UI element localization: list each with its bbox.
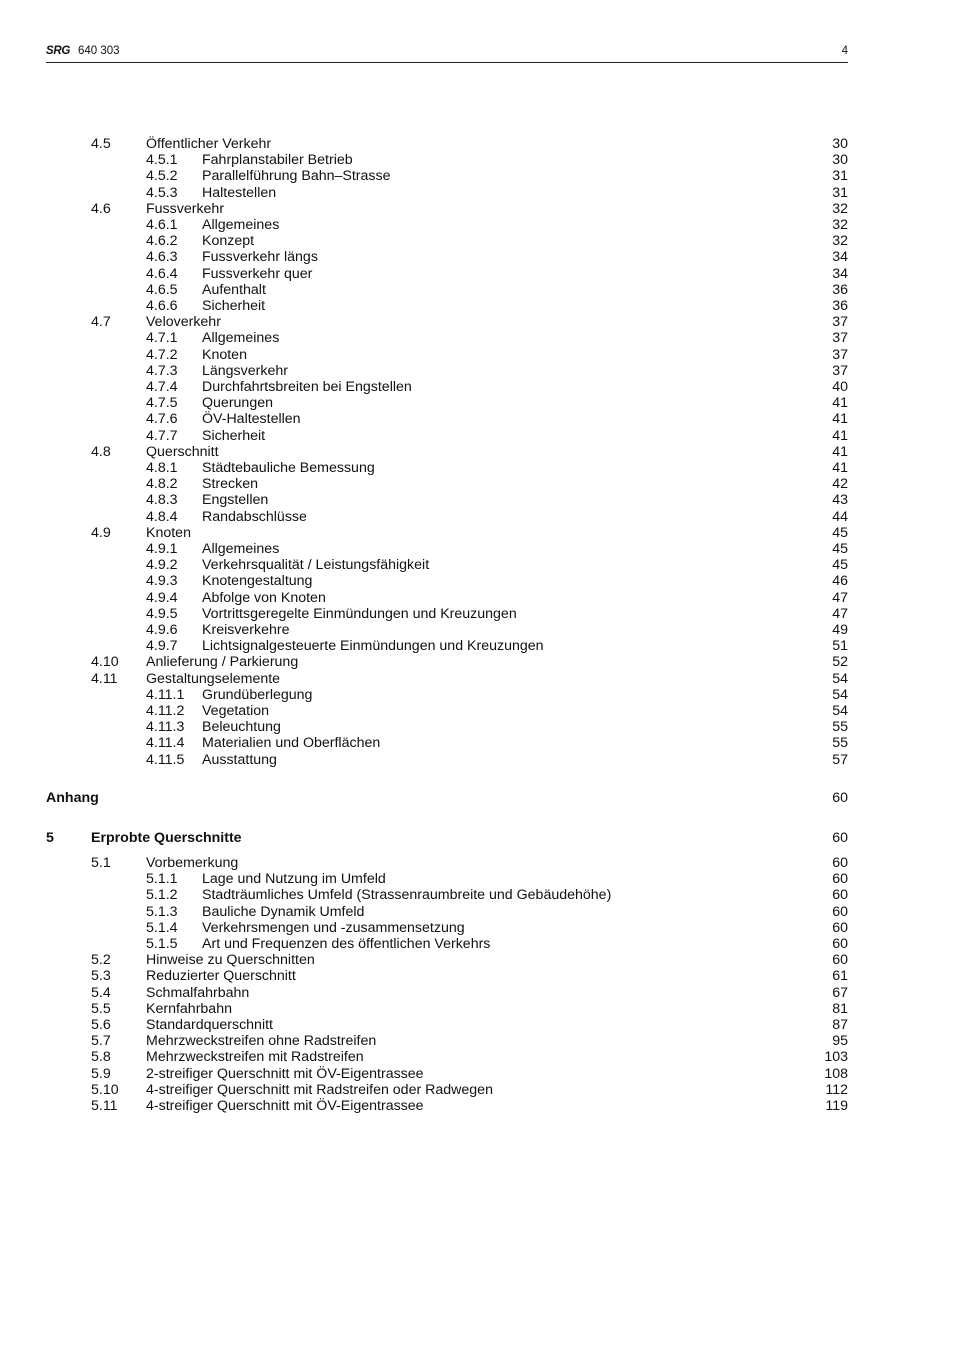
toc-entry (0, 1066, 962, 1082)
toc-entry (0, 363, 962, 379)
toc-entry-number: 4.6 (91, 200, 111, 217)
toc-entry (0, 428, 962, 444)
toc-entry-page: 37 (832, 362, 848, 379)
toc-entry-number: 4.8.4 (146, 508, 178, 525)
toc-entry-page: 60 (832, 919, 848, 936)
toc-entry-page: 61 (832, 968, 848, 985)
toc-entry-number: 4.7.1 (146, 330, 178, 347)
toc-entry-title: Verkehrsmengen und -zusammensetzung (202, 919, 465, 936)
toc-entry-title: Lage und Nutzung im Umfeld (202, 871, 386, 888)
toc-entry-page: 41 (832, 395, 848, 412)
toc-entry-page: 54 (832, 703, 848, 719)
toc-entry-page: 34 (832, 265, 848, 282)
toc-entry-page: 60 (832, 952, 848, 969)
toc-entry-number: 4.5.1 (146, 152, 178, 169)
toc-entry-number: 4.9.7 (146, 638, 178, 655)
toc-entry (0, 557, 962, 573)
toc-entry (0, 1049, 962, 1065)
toc-entry-number: 5.4 (91, 984, 111, 1001)
toc-entry-title: Mehrzweckstreifen ohne Radstreifen (146, 1033, 377, 1050)
toc-entry-number: 4.11.5 (146, 751, 185, 768)
toc-entry (0, 460, 962, 476)
toc-entry-title: Anlieferung / Parkierung (146, 654, 299, 671)
toc-entry-page: 67 (832, 984, 848, 1001)
toc-entry (0, 266, 962, 282)
toc-entry-title: 4-streifiger Querschnitt mit ÖV-Eigentrassee (146, 1098, 424, 1114)
toc-entry (0, 887, 962, 903)
toc-entry (0, 217, 962, 233)
toc-entry-title: Gestaltungselemente (146, 670, 281, 687)
toc-entry-title: Durchfahrtsbreiten bei Engstellen (202, 379, 412, 395)
toc-entry-title: Konzept (202, 233, 255, 250)
toc-entry-number: 5.2 (91, 952, 111, 969)
toc-entry-page: 51 (832, 638, 848, 655)
toc-entry (0, 573, 962, 589)
toc-entry (0, 735, 962, 751)
toc-entry-title: Sicherheit (202, 427, 266, 444)
toc-entry (0, 790, 962, 806)
toc-entry-number: 5.7 (91, 1033, 111, 1050)
toc-entry-number: 4.6.1 (146, 217, 178, 233)
toc-entry (0, 590, 962, 606)
toc-entry (0, 952, 962, 968)
toc-entry-page: 60 (832, 855, 848, 871)
toc-entry-page: 55 (832, 735, 848, 752)
toc-entry-title: Querschnitt (146, 443, 219, 460)
toc-entry (0, 411, 962, 427)
toc-entry-title: Veloverkehr (146, 314, 221, 331)
toc-entry-number: 4.9.6 (146, 622, 178, 638)
toc-entry-page: 41 (832, 411, 848, 428)
toc-entry-title: Materialien und Oberflächen (202, 735, 381, 752)
toc-entry-page: 60 (832, 790, 848, 806)
toc-entry-title: Lichtsignalgesteuerte Einmündungen und Kreuzungen (202, 638, 544, 655)
toc-entry-title: Ausstattung (202, 751, 277, 768)
toc-entry (0, 1033, 962, 1049)
toc-entry-number: 5.6 (91, 1017, 111, 1033)
toc-entry-page: 32 (832, 233, 848, 250)
toc-entry-title: Grundüberlegung (202, 686, 313, 703)
toc-entry-page: 57 (832, 751, 848, 768)
toc-entry-title: Erprobte Querschnitte (91, 830, 242, 846)
toc-entry-number: 4.8 (91, 443, 111, 460)
toc-entry-title: 2-streifiger Querschnitt mit ÖV-Eigentrassee (146, 1065, 424, 1082)
toc-entry-title: Engstellen (202, 492, 269, 509)
toc-entry-number: 4.5.3 (146, 184, 178, 201)
toc-entry-page: 54 (832, 686, 848, 703)
toc-entry (0, 920, 962, 936)
publisher-logo: SRG (46, 45, 71, 57)
toc-entry-number: 4.9 (91, 524, 111, 541)
toc-entry-page: 42 (832, 476, 848, 493)
toc-entry-title: Längsverkehr (202, 362, 288, 379)
toc-entry (0, 1017, 962, 1033)
toc-entry (0, 871, 962, 887)
toc-entry-page: 60 (832, 830, 848, 846)
toc-entry-title: Öffentlicher Verkehr (146, 136, 272, 152)
toc-entry-number: 4.7.2 (146, 346, 178, 363)
toc-entry (0, 703, 962, 719)
toc-entry-title: Querungen (202, 395, 273, 412)
toc-entry (0, 330, 962, 346)
toc-entry (0, 314, 962, 330)
toc-entry (0, 347, 962, 363)
toc-entry-title: Fussverkehr (146, 200, 225, 217)
toc-entry (0, 541, 962, 557)
toc-entry (0, 968, 962, 984)
toc-entry-number: 4.9.5 (146, 605, 178, 622)
toc-entry-page: 32 (832, 200, 848, 217)
toc-entry-number: 5.5 (91, 1000, 111, 1017)
toc-entry (0, 379, 962, 395)
toc-entry-page: 47 (832, 605, 848, 622)
toc-entry-number: 4.5 (91, 136, 111, 152)
toc-entry-page: 30 (832, 152, 848, 169)
toc-entry-title: Art und Frequenzen des öffentlichen Verkehrs (202, 936, 491, 952)
page-number: 4 (841, 45, 848, 57)
toc-entry-number: 4.7.4 (146, 379, 178, 395)
toc-entry-page: 36 (832, 281, 848, 298)
toc-entry-number: 4.6.2 (146, 233, 178, 250)
toc-entry-title: Reduzierter Querschnitt (146, 968, 296, 985)
toc-entry-title: Fussverkehr quer (202, 265, 313, 282)
toc-entry-title: Mehrzweckstreifen mit Radstreifen (146, 1049, 364, 1066)
toc-entry-page: 31 (832, 168, 848, 185)
toc-entry (0, 185, 962, 201)
toc-entry-number: 4.7.5 (146, 395, 178, 412)
toc-entry-title: Bauliche Dynamik Umfeld (202, 903, 365, 920)
toc-entry-title: 4-streifiger Querschnitt mit Radstreifen oder Radwegen (146, 1081, 493, 1098)
toc-entry-title: Abfolge von Knoten (202, 589, 326, 606)
toc-entry-page: 60 (832, 871, 848, 888)
toc-entry-page: 41 (832, 443, 848, 460)
toc-entry (0, 152, 962, 168)
toc-entry-title: Verkehrsqualität / Leistungsfähigkeit (202, 557, 430, 574)
toc-entry-number: 4.10 (91, 654, 119, 671)
toc-entry (0, 752, 962, 768)
toc-entry-title: Vorbemerkung (146, 855, 239, 871)
toc-entry-number: 4.9.2 (146, 557, 178, 574)
toc-entry-title: Vegetation (202, 703, 270, 719)
toc-entry-page: 49 (832, 622, 848, 638)
toc-entry-page: 87 (832, 1017, 848, 1033)
toc-entry-page: 103 (824, 1049, 848, 1066)
toc-entry-page: 43 (832, 492, 848, 509)
toc-entry (0, 830, 962, 846)
toc-entry-number: 4.6.4 (146, 265, 178, 282)
toc-entry-title: Haltestellen (202, 184, 277, 201)
toc-entry-page: 32 (832, 217, 848, 233)
toc-entry-page: 119 (825, 1098, 848, 1114)
toc-entry (0, 985, 962, 1001)
toc-entry-title: Allgemeines (202, 541, 280, 557)
toc-entry-page: 112 (825, 1081, 848, 1098)
toc-entry-page: 41 (832, 427, 848, 444)
toc-entry-number: 4.7.6 (146, 411, 178, 428)
toc-entry-page: 37 (832, 330, 848, 347)
toc-entry (0, 444, 962, 460)
toc-entry-number: 5.1.2 (146, 887, 178, 904)
toc-entry-number: 4.9.3 (146, 573, 178, 590)
toc-entry-page: 36 (832, 298, 848, 314)
toc-entry (0, 168, 962, 184)
toc-entry-number: 5.1 (91, 855, 111, 871)
toc-entry (0, 136, 962, 152)
toc-entry-title: Sicherheit (202, 298, 266, 314)
toc-entry-number: 5.1.1 (146, 871, 178, 888)
toc-entry-number: 4.7 (91, 314, 111, 331)
toc-entry-number: 4.11.4 (146, 735, 185, 752)
toc-entry (0, 249, 962, 265)
toc-entry-number: 5.9 (91, 1065, 111, 1082)
toc-entry-number: 5.11 (91, 1098, 118, 1114)
toc-entry-page: 31 (832, 184, 848, 201)
toc-entry-number: 5.10 (91, 1081, 119, 1098)
toc-entry (0, 855, 962, 871)
toc-entry-title: Allgemeines (202, 217, 280, 233)
toc-entry-page: 45 (832, 524, 848, 541)
toc-entry-page: 30 (832, 136, 848, 152)
toc-entry (0, 719, 962, 735)
toc-entry-page: 45 (832, 541, 848, 557)
toc-entry-number: 4.6.5 (146, 281, 178, 298)
toc-entry-page: 60 (832, 903, 848, 920)
toc-entry-page: 81 (832, 1000, 848, 1017)
toc-entry-number: 4.11 (91, 670, 118, 687)
toc-entry (0, 638, 962, 654)
toc-entry-number: 4.8.3 (146, 492, 178, 509)
toc-entry (0, 525, 962, 541)
toc-entry-number: 4.8.1 (146, 460, 178, 476)
toc-entry-title: ÖV-Haltestellen (202, 411, 301, 428)
toc-entry-page: 52 (832, 654, 848, 671)
toc-entry-title: Schmalfahrbahn (146, 984, 250, 1001)
toc-entry-number: 4.6.3 (146, 249, 178, 266)
toc-entry-number: 4.8.2 (146, 476, 178, 493)
toc-entry (0, 233, 962, 249)
toc-entry (0, 1001, 962, 1017)
toc-entry-title: Aufenthalt (202, 281, 266, 298)
toc-entry-title: Stadträumliches Umfeld (Strassenraumbreite und Gebäudehöhe) (202, 887, 612, 904)
toc-entry-page: 55 (832, 719, 848, 736)
toc-entry (0, 1082, 962, 1098)
toc-entry-number: 4.6.6 (146, 298, 178, 314)
toc-entry (0, 282, 962, 298)
toc-entry-page: 45 (832, 557, 848, 574)
toc-entry-title: Städtebauliche Bemessung (202, 460, 375, 476)
toc-entry-number: 4.9.4 (146, 589, 178, 606)
toc-entry-number: 4.11.3 (146, 719, 185, 736)
toc-entry (0, 1098, 962, 1114)
toc-entry-number: 4.5.2 (146, 168, 178, 185)
toc-entry-page: 60 (832, 887, 848, 904)
toc-entry-page: 37 (832, 314, 848, 331)
toc-entry-number: 5.1.5 (146, 936, 178, 952)
toc-entry-title: Kreisverkehre (202, 622, 290, 638)
toc-entry-page: 40 (832, 379, 848, 395)
toc-entry (0, 298, 962, 314)
toc-entry-number: 5.1.3 (146, 903, 178, 920)
toc-entry (0, 606, 962, 622)
toc-entry-page: 44 (832, 508, 848, 525)
toc-entry-page: 95 (832, 1033, 848, 1050)
toc-entry-title: Hinweise zu Querschnitten (146, 952, 315, 969)
toc-entry-number: 5.3 (91, 968, 111, 985)
toc-entry-title: Anhang (46, 790, 99, 806)
toc-entry-title: Knoten (202, 346, 247, 363)
document-number: 640 303 (78, 45, 120, 57)
toc-entry-page: 54 (832, 670, 848, 687)
toc-entry-page: 108 (824, 1065, 848, 1082)
toc-entry (0, 936, 962, 952)
toc-entry-page: 46 (832, 573, 848, 590)
toc-entry-page: 34 (832, 249, 848, 266)
toc-entry-number: 4.11.2 (146, 703, 185, 719)
toc-entry (0, 395, 962, 411)
toc-entry-title: Fahrplanstabiler Betrieb (202, 152, 353, 169)
toc-entry-title: Allgemeines (202, 330, 280, 347)
toc-entry-number: 5 (46, 830, 54, 846)
toc-entry (0, 622, 962, 638)
toc-entry (0, 492, 962, 508)
toc-entry-number: 4.9.1 (146, 541, 178, 557)
toc-entry-number: 5.8 (91, 1049, 111, 1066)
toc-entry-page: 41 (832, 460, 848, 476)
toc-entry (0, 201, 962, 217)
toc-entry (0, 476, 962, 492)
toc-entry-number: 5.1.4 (146, 919, 178, 936)
toc-entry-title: Vortrittsgeregelte Einmündungen und Kreuzungen (202, 605, 517, 622)
toc-entry-page: 47 (832, 589, 848, 606)
toc-entry-title: Kernfahrbahn (146, 1000, 232, 1017)
toc-entry-page: 37 (832, 346, 848, 363)
toc-entry-title: Knoten (146, 524, 191, 541)
toc-entry (0, 904, 962, 920)
toc-entry (0, 509, 962, 525)
toc-entry (0, 687, 962, 703)
toc-entry-title: Knotengestaltung (202, 573, 313, 590)
toc-entry-number: 4.11.1 (146, 686, 185, 703)
toc-entry-number: 4.7.7 (146, 427, 178, 444)
toc-entry-page: 60 (832, 936, 848, 952)
toc-entry-number: 4.7.3 (146, 362, 178, 379)
toc-entry-title: Beleuchtung (202, 719, 281, 736)
toc-entry-title: Strecken (202, 476, 258, 493)
toc-entry (0, 671, 962, 687)
toc-entry-title: Randabschlüsse (202, 508, 307, 525)
toc-entry-title: Fussverkehr längs (202, 249, 318, 266)
toc-entry-title: Parallelführung Bahn–Strasse (202, 168, 391, 185)
toc-entry-title: Standardquerschnitt (146, 1017, 273, 1033)
page-header (46, 42, 848, 63)
toc-entry (0, 654, 962, 670)
